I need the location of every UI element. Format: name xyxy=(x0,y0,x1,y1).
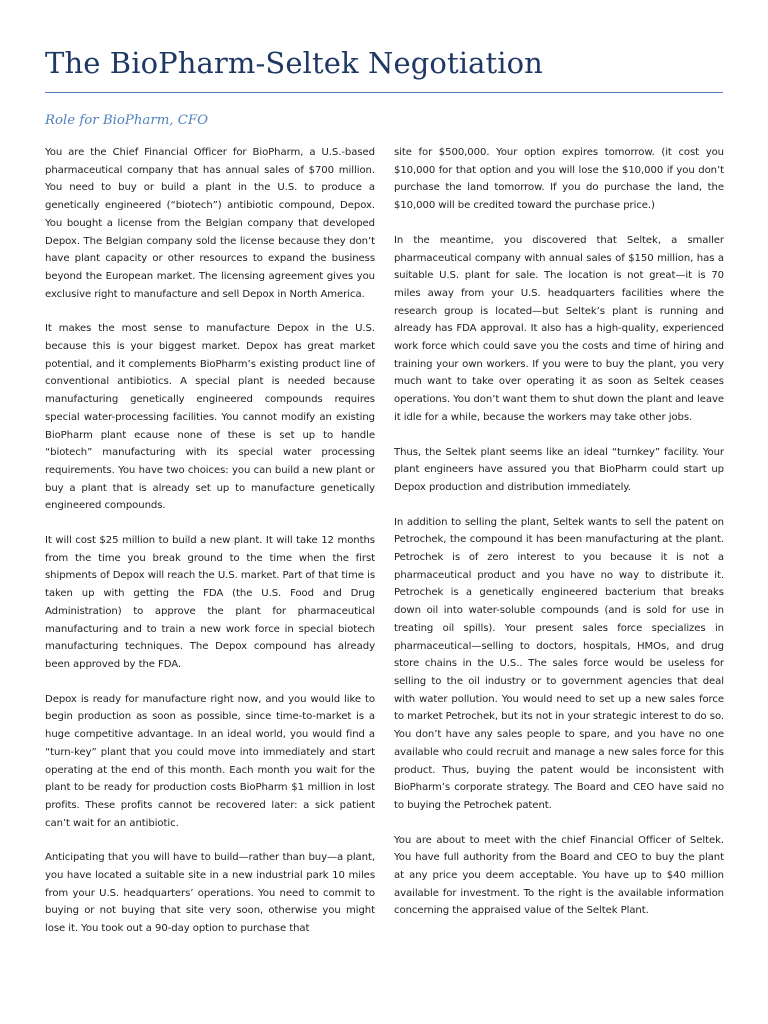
left-column xyxy=(45,144,375,955)
role-subtitle: Role for BioPharm, CFO xyxy=(45,113,209,128)
document-title: The BioPharm-Seltek Negotiation xyxy=(45,46,543,80)
paragraph: You are the Chief Financial Officer for BioPharm, a U.S.-based pharmaceutical company that has annual sales of $700 million. You need to buy or build a plant in the U.S. to produce a genetically engineered (“biotech”) antibiotic compound, Depox. You bought a license from the Belgian company that developed Depox. The Belgian company sold the license because they don’t have plant capacity or other resources to expand the business beyond the European market. The licensing agreement gives you exclusive right to manufacture and sell Depox in North America. xyxy=(45,147,375,300)
paragraph: Depox is ready for manufacture right now, and you would like to begin production as soon as possible, since time-to-market is a huge competitive advantage. In an ideal world, you would find a “turn-key” plant that you could move into immediately and start operating at the end of this month. Each month you wait for the plant to be ready for production costs BioPharm $1 million in lost profits. These profits cannot be recovered later: a sick patient can’t wait for an antibiotic. xyxy=(45,693,375,829)
paragraph: It makes the most sense to manufacture Depox in the U.S. because this is your biggest market. Depox has great market potential, and it complements BioPharm’s existing product line of conventional antibiotics. A special plant is needed because manufacturing genetically engineered compounds requires special water-processing facilities. You cannot modify an existing BioPharm plant ecause none of these is set up to handle “biotech” manufacturing with its special water processing requirements. You have two choices: you can build a new plant or buy a plant that is already set up to manufacture genetically engineered compounds. xyxy=(45,323,375,512)
right-column xyxy=(394,144,724,937)
paragraph: Anticipating that you will have to build—rather than buy—a plant, you have located a suitable site in a new industrial park 10 miles from your U.S. headquarters’ operations. You need to commit to buying or not buying that site very soon, otherwise you might lose it. You took out a 90-day option to purchase that xyxy=(45,852,375,935)
paragraph: It will cost $25 million to build a new plant. It will take 12 months from the time you break ground to the time when the first shipments of Depox will reach the U.S. market. Part of that time is taken up with getting the FDA (the U.S. Food and Drug Administration) to approve the plant for pharmaceutical manufacturing and to train a new work force in special biotech manufacturing techniques. The Depox compound has already been approved by the FDA. xyxy=(45,535,375,670)
paragraph: site for $500,000. Your option expires tomorrow. (it cost you $10,000 for that option and you will lose the $10,000 if you don’t purchase the land tomorrow. If you do purchase the land, the $10,000 will be credited toward the purchase price.) xyxy=(394,147,724,212)
title-divider xyxy=(45,92,723,93)
paragraph: You are about to meet with the chief Financial Officer of Seltek. You have full authority from the Board and CEO to buy the plant at any price you deem acceptable. You have up to $40 million available for investment. To the right is the available information concerning the appraised value of the Seltek Plant. xyxy=(394,834,724,917)
paragraph: In addition to selling the plant, Seltek wants to sell the patent on Petrochek, the compound it has been manufacturing at the plant. Petrochek is of zero interest to you because it is not a pharmaceutical product and you have no way to distribute it. Petrochek is a genetically engineered bacterium that breaks down oil into water-soluble compounds (and is sold for use in treating oil spills). Your present sales force specializes in pharmaceutical—selling to doctors, hospitals, HMOs, and drug store chains in the U.S.. The sales force would be useless for selling to the oil industry or to government agencies that deal with water pollution. You would need to set up a new sales force to market Petrochek, but its not in your strategic interest to do so. You don’t have any sales people to spare, and you have no one available who could recruit and manage a new sales force for this product. Thus, buying the patent would be inconsistent with BioPharm’s corporate strategy. The Board and CEO have said no to buying the Petrochek patent. xyxy=(394,516,724,811)
paragraph: In the meantime, you discovered that Seltek, a smaller pharmaceutical company with annual sales of $150 million, has a suitable U.S. plant for sale. The location is not great—it is 70 miles away from your U.S. headquarters facilities where the research group is located—but Seltek’s plant is running and already has FDA approval. It also has a high-quality, experienced work force which could save you the costs and time of hiring and training your own workers. If you were to buy the plant, you very much want to take over operating it as soon as Seltek ceases operations. You don’t want them to shut down the plant and leave it idle for a while, because the workers may take other jobs. xyxy=(394,234,724,423)
paragraph: Thus, the Seltek plant seems like an ideal “turnkey” facility. Your plant engineers have assured you that BioPharm could start up Depox production and distribution immediately. xyxy=(394,446,724,493)
